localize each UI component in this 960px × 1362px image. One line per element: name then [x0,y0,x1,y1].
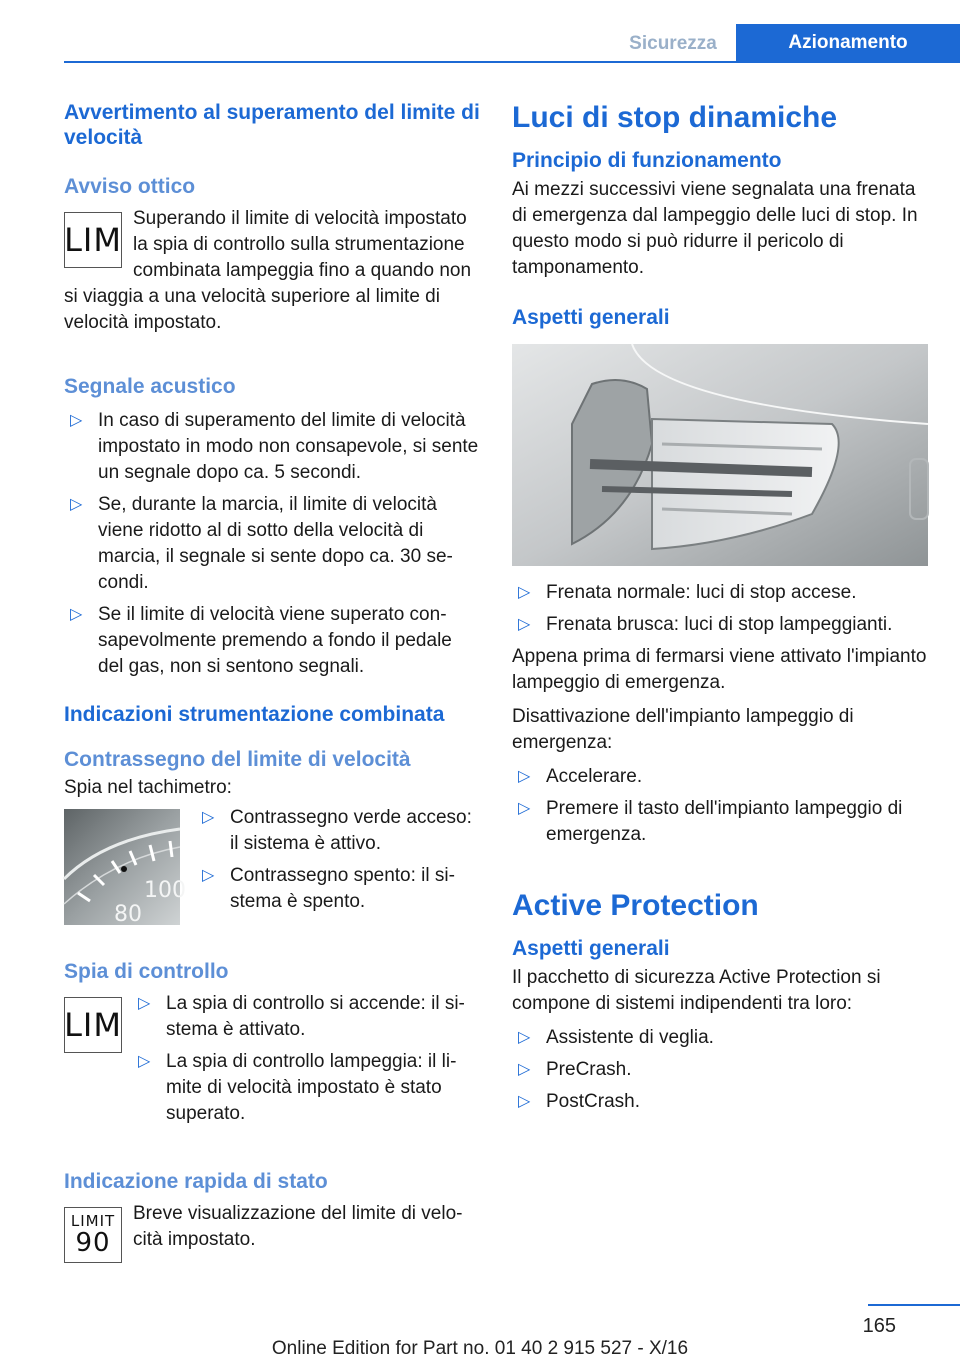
footer-rule [868,1304,960,1306]
indicator-list [132,991,482,1127]
quick-status-text: Breve visualizzazione del limite di velocità impostato. [133,1203,463,1250]
list-item-text: Assistente di veglia. [546,1027,714,1048]
limit-mark-list [196,805,482,915]
list-item-text: PostCrash. [546,1091,640,1112]
limit-icon-label: LIMIT [70,1212,116,1230]
emergency-activation-text: Appena prima di fermarsi viene attivato l'impianto lampeggio di emergenza. [512,646,927,693]
active-general-heading: Aspetti generali [512,937,670,960]
triangle-right-icon: ▷ [518,584,531,601]
header-section-tab[interactable]: Sicurezza [629,33,717,54]
speedometer-block [64,805,482,927]
active-protection-heading: Active Protection [512,889,759,922]
triangle-right-icon: ▷ [518,1029,531,1046]
lim-indicator-icon [64,997,122,1053]
list-item-text: Contrassegno verde acceso: il sistema è attivo. [230,807,472,854]
list-item [512,796,930,848]
brake-list [512,580,930,638]
list-item [132,1049,482,1127]
quick-status-block [64,1201,482,1258]
limit-mark-intro: Spia nel tachimetro: [64,777,232,798]
acoustic-signal-heading: Segnale acustico [64,375,236,398]
speedo-label-80: 80 [114,902,142,927]
active-protection-list [512,1025,930,1115]
left-column [64,100,482,1267]
list-item-text: Premere il tasto dell'impianto lampeggio di emergenza. [546,798,903,845]
list-item-text: Frenata brusca: luci di stop lampeggianti. [546,614,893,635]
triangle-right-icon: ▷ [202,867,215,884]
list-item [196,863,482,915]
list-item [132,991,482,1043]
list-item-text: Se il limite di velocità viene superato consapevolmente premendo a fondo il pedale del gas, non si sentono segnali. [98,604,452,677]
indicator-heading: Spia di controllo [64,960,229,983]
triangle-right-icon: ▷ [518,1061,531,1078]
footer-edition: Online Edition for Part no. 01 40 2 915 527 - X/16 [271,1338,689,1359]
triangle-right-icon: ▷ [518,768,531,785]
triangle-right-icon: ▷ [518,616,531,633]
deactivation-intro: Disattivazione dell'impianto lampeggio di emergenza: [512,706,854,753]
triangle-right-icon: ▷ [138,995,151,1012]
list-item [512,580,930,606]
lim-indicator-icon [64,212,122,268]
limit-mark-heading: Contrassegno del limite di velocità [64,748,411,771]
dynamic-brake-heading: Luci di stop dinamiche [512,101,838,134]
tail-light-photo [512,344,928,566]
list-item [64,602,482,680]
list-item [512,1089,930,1115]
list-item [512,612,930,638]
acoustic-list [64,408,482,680]
triangle-right-icon: ▷ [70,412,83,429]
list-item [512,1025,930,1051]
triangle-right-icon: ▷ [518,1093,531,1110]
speedometer-image [64,809,186,927]
triangle-right-icon: ▷ [70,496,83,513]
list-item [196,805,482,857]
header-chapter-tab[interactable]: Azionamento [736,24,960,62]
lim-icon-label: LIM [64,221,122,259]
list-item [64,408,482,486]
lim-icon-label: LIM [64,1006,122,1044]
principle-heading: Principio di funzionamento [512,149,782,172]
triangle-right-icon: ▷ [70,606,83,623]
list-item-text: La spia di controllo lampeggia: il limite di velocità impostato è stato superato. [166,1051,457,1124]
triangle-right-icon: ▷ [202,809,215,826]
general-heading: Aspetti generali [512,306,670,329]
list-item-text: Accelerare. [546,766,643,787]
visual-warning-block [64,206,482,336]
speedo-label-100: 100 [144,878,186,903]
visual-warning-text: Superando il limite di velocità impostato la spia di controllo sulla strumentazione combinata lampeggia fino a quando non si viaggia a una velocità superiore al limite di velocità impostato. [64,208,472,333]
list-item-text: Contrassegno spento: il sistema è spento. [230,865,455,912]
list-item-text: In caso di superamento del limite di velocità impostato in modo non consapevole, si sente un segnale dopo ca. 5 secondi. [98,410,479,483]
list-item [512,1057,930,1083]
triangle-right-icon: ▷ [138,1053,151,1070]
triangle-right-icon: ▷ [518,800,531,817]
limit-icon-value: 90 [75,1228,111,1258]
list-item-text: Frenata normale: luci di stop accese. [546,582,857,603]
list-item [64,492,482,596]
principle-text: Ai mezzi successivi viene segnalata una frenata di emergenza dal lampeggio delle luci di stop. In questo modo si può ridurre il pericolo di tamponamento. [512,179,918,278]
limit-90-icon [64,1207,122,1263]
list-item-text: Se, durante la marcia, il limite di velocità viene ridotto al di sotto della velocità di marcia, il segnale si sente dopo ca. 30 secondi. [98,494,453,593]
list-item [512,764,930,790]
cluster-heading: Indicazioni strumentazione combinata [64,703,445,726]
active-protection-text: Il pacchetto di sicurezza Active Protection si compone di sistemi indipendenti tra loro: [512,967,881,1014]
speed-warning-heading: Avvertimento al superamento del limite di velocità [64,101,480,149]
page-number: 165 [862,1315,896,1337]
quick-status-heading: Indicazione rapida di stato [64,1170,328,1193]
indicator-block [64,991,482,1127]
right-column [512,100,930,1121]
visual-warning-heading: Avviso ottico [64,175,196,198]
list-item-text: La spia di controllo si accende: il sistema è attivato. [166,993,465,1040]
list-item-text: PreCrash. [546,1059,632,1080]
deactivation-list [512,764,930,848]
